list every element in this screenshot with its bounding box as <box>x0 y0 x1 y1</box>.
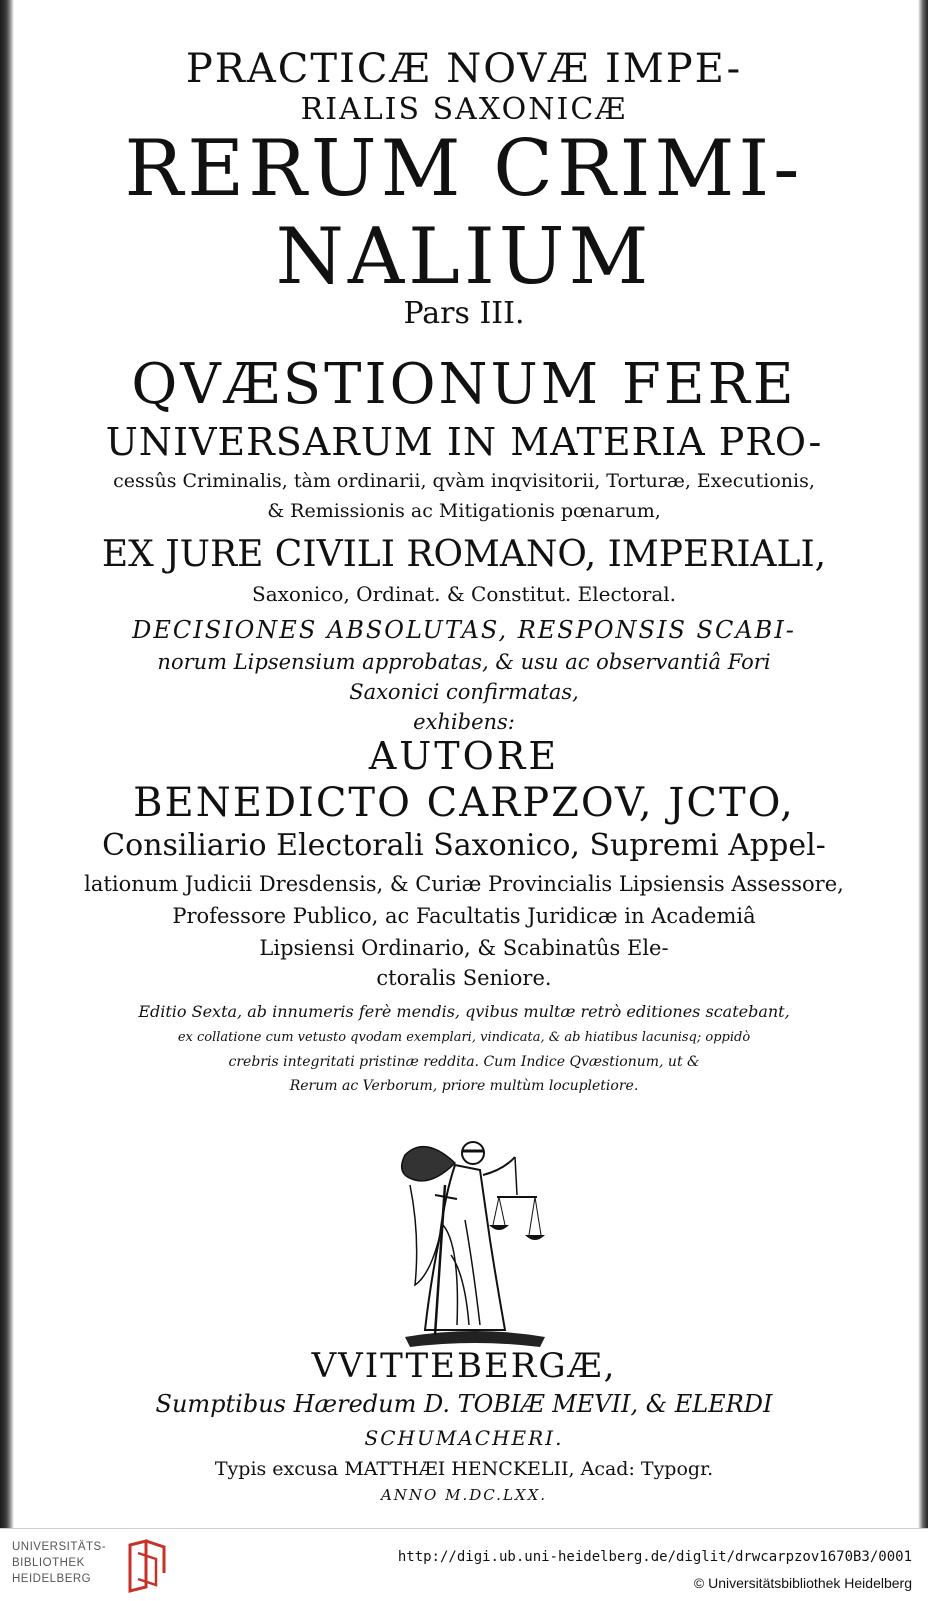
exhibens-line: exhibens: <box>413 710 515 734</box>
library-name-line-2: BIBLIOTHEK <box>12 1557 85 1569</box>
main-title-line-1: RERUM CRIMI- <box>124 124 804 214</box>
scan-edge-left <box>0 0 14 1528</box>
decisions-line-3: Saxonici confirmatas, <box>349 680 579 704</box>
imprint-year: ANNO M.DC.LXX. <box>380 1486 548 1504</box>
author-title-line-4: Lipsiensi Ordinario, & Scabinatûs Ele- <box>259 936 669 960</box>
main-title-line-2: NALIUM <box>275 212 653 302</box>
edition-line-1: Editio Sexta, ab innumeris ferè mendis, qvibus multæ retrò editiones scatebant, <box>138 1002 790 1021</box>
decisions-line-1: DECISIONES ABSOLUTAS, RESPONSIS SCABI- <box>132 616 796 644</box>
author-title-line-1: Consiliario Electorali Saxonico, Supremi Appel- <box>102 828 826 863</box>
title-line-1: PRACTICÆ NOVÆ IMPE- <box>185 46 743 92</box>
source-url-link[interactable]: http://digi.ub.uni-heidelberg.de/diglit/drwcarpzov1670B3/0001 <box>397 1549 912 1565</box>
edition-line-2: ex collatione cum vetusto qvodam exemplari, vindicata, & ab hiatibus lacunisq; oppidò <box>177 1030 751 1045</box>
jurisdiction-line: EX JURE CIVILI ROMANO, IMPERIALI, <box>101 534 827 575</box>
library-name-line-3: HEIDELBERG <box>12 1573 92 1585</box>
title-line-2: RIALIS SAXONICÆ <box>300 92 628 127</box>
edition-line-3: crebris integritati pristinæ reddita. Cum Indice Qvæstionum, ut & <box>228 1054 700 1070</box>
author-title-line-5: ctoralis Seniore. <box>376 966 552 990</box>
library-logo-icon <box>126 1537 170 1593</box>
library-name-line-1: UNIVERSITÄTS- <box>12 1541 107 1553</box>
subtitle-line-3: cessûs Criminalis, tàm ordinarii, qvàm inqvisitorii, Torturæ, Executionis, <box>113 470 815 492</box>
jurisdiction-subline: Saxonico, Ordinat. & Constitut. Electoral. <box>252 582 676 606</box>
author-name: BENEDICTO CARPZOV, JCTO, <box>133 780 795 826</box>
part-label: Pars III. <box>403 296 525 331</box>
imprint-city: VVITTEBERGÆ, <box>311 1346 617 1386</box>
subtitle-line-4: & Remissionis ac Mitigationis pœnarum, <box>267 500 661 522</box>
imprint-publisher-line-2: SCHUMACHERI. <box>364 1426 564 1450</box>
author-title-line-3: Professore Publico, ac Facultatis Juridicæ in Academiâ <box>172 904 756 928</box>
imprint-printer: Typis excusa MATTHÆI HENCKELII, Acad: Typogr. <box>214 1458 714 1480</box>
imprint-publisher-line-1: Sumptibus Hæredum D. TOBIÆ MEVII, & ELERDI <box>155 1390 773 1418</box>
author-title-line-2: lationum Judicii Dresdensis, & Curiæ Provincialis Lipsiensis Assessore, <box>84 872 844 896</box>
subtitle-line-2: UNIVERSARUM IN MATERIA PRO- <box>105 420 823 464</box>
edition-line-4: Rerum ac Verborum, priore multùm locupletiore. <box>289 1078 639 1094</box>
copyright-notice: © Universitätsbibliothek Heidelberg <box>693 1575 912 1591</box>
subtitle-line-1: QVÆSTIONUM FERE <box>131 352 797 417</box>
scan-edge-right <box>918 0 928 1528</box>
library-name <box>12 1539 122 1587</box>
justitia-emblem <box>385 1125 565 1355</box>
decisions-line-2: norum Lipsensium approbatas, & usu ac observantiâ Fori <box>157 650 771 674</box>
autore-label: AUTORE <box>368 734 560 778</box>
digitization-footer <box>0 1528 928 1601</box>
